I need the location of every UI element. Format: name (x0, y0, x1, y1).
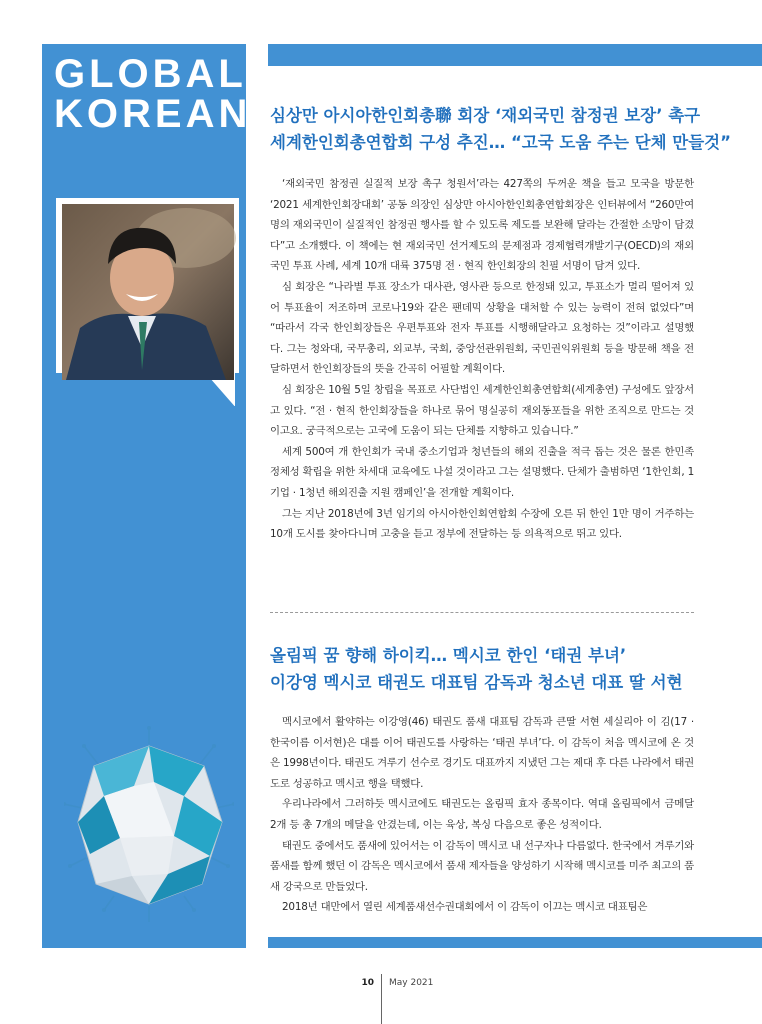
globe-icon (64, 726, 234, 922)
article1-paragraph: 심 회장은 “나라별 투표 장소가 대사관, 영사관 등으로 한정돼 있고, 투표소가 멀리 떨어져 있어 투표율이 저조하며 코로나19와 같은 팬데믹 상황을 대처할 수 있는 능력이 전혀 없었다”며 “따라서 각국 한인회장들은 우편투표와 전자 투표를 시행해달라고 요청하는 것”이라고 설명했다. 그는 청와대, 국무총리, 외교부, 국회, 중앙선관위원회, 국민권익위원회 등을 방문해 책을 전달하면서 한인회장들의 뜻을 간곡히 어필할 계획이다. (270, 280, 694, 376)
article2-headline-line1: 올림픽 꿈 향해 하이킥… 멕시코 한인 ‘태권 부녀’ (270, 646, 627, 665)
brand-line-global: GLOBAL (54, 52, 247, 96)
page-number: 10 (361, 978, 374, 988)
brand-line-korean: KOREAN (54, 92, 252, 136)
article-divider (270, 612, 694, 613)
article1-headline-line1: 심상만 아시아한인회총聯 회장 ‘재외국민 참정권 보장’ 촉구 (270, 106, 701, 125)
portrait-photo (56, 198, 240, 406)
article1-headline (270, 102, 731, 156)
article2-paragraph: 우리나라에서 그러하듯 멕시코에도 태권도는 올림픽 효자 종목이다. 역대 올림픽에서 금메달 2개 등 총 7개의 메달을 안겼는데, 이는 육상, 복싱 다음으로 좋은 성적이다. (270, 798, 694, 831)
section-brand (54, 54, 251, 134)
top-accent-bar (268, 44, 762, 66)
issue-date: May 2021 (389, 978, 434, 988)
article2-headline (270, 642, 710, 696)
article2-body (270, 712, 694, 918)
page-footer (0, 978, 762, 1024)
bottom-accent-bar (268, 937, 762, 948)
article1-headline-line2: 세계한인회총연합회 구성 추진… “고국 도움 주는 단체 만들것” (270, 133, 731, 152)
article2-paragraph: 멕시코에서 활약하는 이강영(46) 태권도 품새 대표팀 감독과 큰딸 서현 세실리아 이 김(17 · 한국이름 이서현)은 대를 이어 태권도를 사랑하는 ‘태권 부녀’다. 이 감독이 처음 멕시코에 온 것은 1998년이다. 태권도 겨루기 선수로 경기도 대표까지 지냈던 그는 제대 후 다른 나라에서 태권도로 성공하고 멕시코 행을 택했다. (270, 716, 694, 790)
article2-paragraph: 2018년 대만에서 열린 세계품새선수권대회에서 이 감독이 이끄는 멕시코 대표팀은 (282, 901, 648, 914)
article2-headline-line2: 이강영 멕시코 태권도 대표팀 감독과 청소년 대표 딸 서현 (270, 673, 683, 692)
article1-paragraph: ‘재외국민 참정권 실질적 보장 촉구 청원서’라는 427쪽의 두꺼운 책을 들고 모국을 방문한 ‘2021 세계한인회장대회’ 공동 의장인 심상만 아시아한인회총연합회장은 인터뷰에서 “260만여 명의 재외국민이 실질적인 참정권 행사를 할 수 있도록 제도를 보완해 달라는 간절한 소망이 담겼다”고 소개했다. 이 책에는 현 재외국민 선거제도의 문제점과 경제협력개발기구(OECD)의 재외국민 투표 사례, 세계 10개 대륙 375명 전 · 현직 한인회장의 친필 서명이 담겨 있다. (270, 178, 694, 273)
article1-paragraph: 세계 500여 개 한인회가 국내 중소기업과 청년들의 해외 진출을 적극 돕는 것은 물론 한민족 정체성 확립을 위한 차세대 교육에도 나설 것이라고 그는 설명했다. 단체가 출범하면 ‘1한인회, 1기업 · 1청년 해외진출 지원 캠페인’을 전개할 계획이다. (270, 445, 694, 499)
article2-paragraph: 태권도 중에서도 품새에 있어서는 이 감독이 멕시코 내 선구자나 다름없다. 한국에서 겨루기와 품새를 함께 했던 이 감독은 멕시코에서 품새 제자들을 양성하기 시작해 멕시코를 미주 최고의 품새 강국으로 만들었다. (270, 839, 694, 893)
article1-paragraph: 그는 지난 2018년에 3년 임기의 아시아한인회연합회 수장에 오른 뒤 한인 1만 명이 거주하는 10개 도시를 찾아다니며 고충을 듣고 정부에 전달하는 등 의욕적으로 뛰고 있다. (270, 507, 694, 541)
article1-body (270, 174, 694, 545)
article1-paragraph: 심 회장은 10월 5일 창립을 목표로 사단법인 세계한인회총연합회(세계총연) 구성에도 앞장서고 있다. “전 · 현직 한인회장들을 하나로 묶어 명실공히 재외동포들을 위한 조직으로 만드는 것이고요. 궁극적으로는 고국에 도움이 되는 단체를 지향하고 있습니다.” (270, 383, 694, 438)
footer-divider (381, 974, 382, 1024)
